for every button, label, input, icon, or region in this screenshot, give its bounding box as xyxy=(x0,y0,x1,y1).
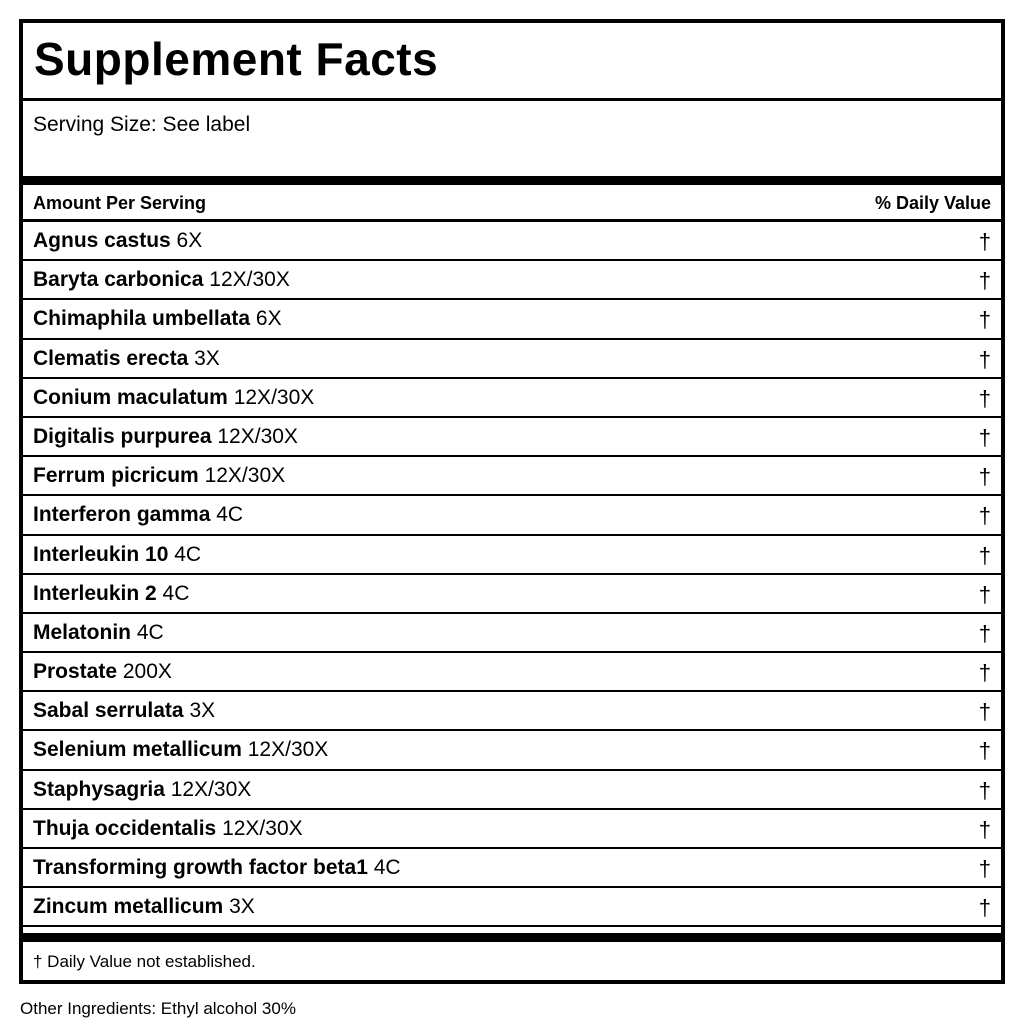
ingredient-potency: 4C xyxy=(136,620,164,644)
ingredient-row xyxy=(23,888,1001,927)
ingredient-row xyxy=(23,340,1001,379)
ingredient-name: Conium maculatum xyxy=(33,385,228,409)
title-section xyxy=(23,23,1001,101)
ingredient-row xyxy=(23,653,1001,692)
ingredient-label xyxy=(33,464,285,488)
ingredient-label xyxy=(33,895,255,919)
other-ingredients: Other Ingredients: Ethyl alcohol 30% xyxy=(20,999,296,1018)
daily-value-header: % Daily Value xyxy=(874,193,991,213)
ingredient-potency: 3X xyxy=(189,699,216,723)
amount-per-serving-header: Amount Per Serving xyxy=(33,193,207,213)
ingredient-label xyxy=(33,778,251,802)
ingredient-row xyxy=(23,614,1001,653)
ingredient-row xyxy=(23,692,1001,731)
ingredient-label xyxy=(33,856,401,880)
ingredient-row xyxy=(23,457,1001,496)
ingredient-label xyxy=(33,425,298,449)
ingredient-name: Baryta carbonica xyxy=(33,268,204,292)
ingredient-name: Interleukin 2 xyxy=(33,581,157,605)
ingredient-row xyxy=(23,536,1001,575)
ingredient-label xyxy=(33,268,290,292)
ingredient-label xyxy=(33,817,303,841)
daily-value-dagger: † xyxy=(978,895,991,921)
ingredient-potency: 3X xyxy=(229,895,255,919)
ingredient-name: Digitalis purpurea xyxy=(33,424,212,448)
ingredient-potency: 3X xyxy=(194,346,220,370)
ingredient-potency: 12X/30X xyxy=(217,424,298,448)
ingredient-potency: 4C xyxy=(373,856,401,879)
ingredient-name: Transforming growth factor beta1 xyxy=(33,856,368,879)
footnote: † Daily Value not established. xyxy=(33,952,256,971)
ingredient-name: Staphysagria xyxy=(33,777,165,801)
ingredient-potency: 200X xyxy=(122,660,172,684)
panel-title: Supplement Facts xyxy=(34,33,439,85)
divider-thick-top xyxy=(23,176,1001,185)
ingredient-label xyxy=(33,347,220,371)
ingredient-row xyxy=(23,496,1001,535)
ingredient-name: Chimaphila umbellata xyxy=(33,307,251,331)
ingredient-label xyxy=(33,738,328,762)
ingredient-potency: 4C xyxy=(216,503,244,527)
ingredient-row xyxy=(23,575,1001,614)
daily-value-dagger: † xyxy=(978,464,991,490)
ingredient-label xyxy=(33,386,314,410)
ingredient-row xyxy=(23,849,1001,888)
serving-size-section xyxy=(23,101,1001,176)
ingredient-row xyxy=(23,771,1001,810)
ingredient-name: Selenium metallicum xyxy=(33,738,242,762)
ingredient-potency: 4C xyxy=(162,581,190,605)
ingredient-row xyxy=(23,379,1001,418)
ingredient-name: Ferrum picricum xyxy=(33,464,199,488)
ingredient-potency: 12X/30X xyxy=(204,464,286,488)
column-header-row xyxy=(23,185,1001,222)
ingredient-label xyxy=(33,307,282,331)
serving-size: Serving Size: See label xyxy=(33,113,251,136)
daily-value-dagger: † xyxy=(978,620,991,646)
ingredient-name: Prostate xyxy=(33,660,118,684)
daily-value-dagger: † xyxy=(978,229,991,254)
daily-value-dagger: † xyxy=(978,738,991,764)
daily-value-dagger: † xyxy=(978,268,991,294)
ingredient-name: Thuja occidentalis xyxy=(33,816,217,840)
ingredient-name: Agnus castus xyxy=(33,229,171,252)
ingredient-label xyxy=(33,699,215,723)
ingredient-label xyxy=(33,582,189,606)
ingredient-potency: 12X/30X xyxy=(209,268,290,292)
supplement-facts-panel xyxy=(19,19,1005,984)
daily-value-dagger: † xyxy=(978,424,991,450)
ingredient-label xyxy=(33,621,164,645)
ingredient-row xyxy=(23,731,1001,770)
daily-value-dagger: † xyxy=(978,307,991,333)
ingredient-name: Melatonin xyxy=(33,620,131,644)
ingredient-name: Interferon gamma xyxy=(33,503,211,527)
daily-value-dagger: † xyxy=(978,346,991,372)
ingredient-row xyxy=(23,300,1001,339)
ingredient-name: Zincum metallicum xyxy=(33,895,224,919)
daily-value-dagger: † xyxy=(978,856,991,881)
ingredient-row xyxy=(23,810,1001,849)
ingredient-label xyxy=(33,229,202,253)
ingredient-potency: 6X xyxy=(176,229,203,252)
ingredient-name: Sabal serrulata xyxy=(33,699,184,723)
divider-thick-bottom xyxy=(23,933,1001,942)
ingredient-row xyxy=(23,418,1001,457)
daily-value-dagger: † xyxy=(978,816,991,842)
ingredient-name: Clematis erecta xyxy=(33,346,189,370)
ingredient-potency: 12X/30X xyxy=(247,738,329,762)
daily-value-dagger: † xyxy=(978,385,991,411)
daily-value-dagger: † xyxy=(978,542,991,568)
daily-value-dagger: † xyxy=(978,777,991,803)
daily-value-dagger: † xyxy=(978,503,991,529)
ingredient-potency: 6X xyxy=(255,307,282,331)
ingredient-potency: 12X/30X xyxy=(233,385,315,409)
ingredient-label xyxy=(33,660,172,684)
daily-value-dagger: † xyxy=(978,581,991,607)
daily-value-dagger: † xyxy=(978,699,991,725)
ingredient-label xyxy=(33,543,201,567)
ingredient-list xyxy=(23,222,1001,927)
ingredient-label xyxy=(33,503,243,527)
ingredient-potency: 4C xyxy=(174,542,202,566)
daily-value-dagger: † xyxy=(978,660,991,686)
ingredient-potency: 12X/30X xyxy=(170,777,252,801)
ingredient-potency: 12X/30X xyxy=(222,816,303,840)
ingredient-name: Interleukin 10 xyxy=(33,542,169,566)
ingredient-row xyxy=(23,222,1001,261)
ingredient-row xyxy=(23,261,1001,300)
